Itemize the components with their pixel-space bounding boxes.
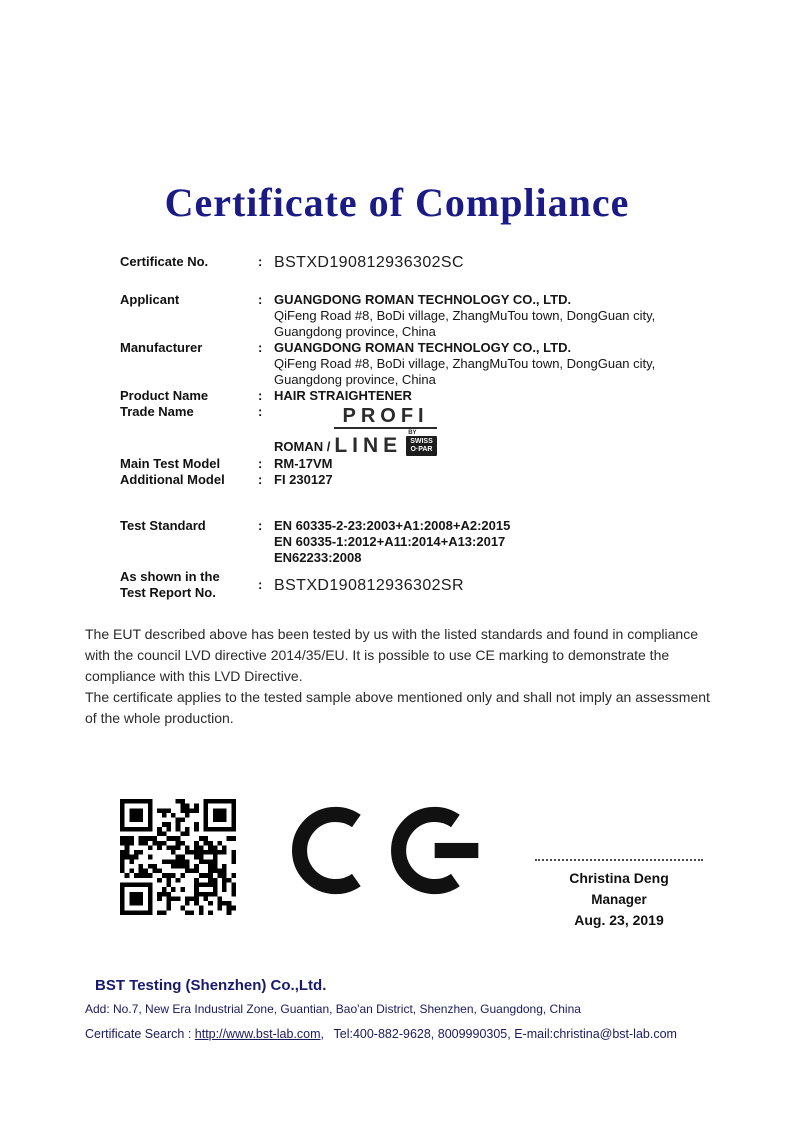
test-report-label — [120, 569, 258, 601]
compliance-statement — [85, 624, 710, 729]
footer-contact-details: , Tel:400-882-9628, 8009990305, E-mail:christina@bst-lab.com — [320, 1027, 677, 1041]
field-test-standard — [120, 518, 720, 566]
profi-logo-word-profi: PROFI — [334, 406, 436, 429]
statement-paragraph-2: The certificate applies to the tested sample above mentioned only and shall not imply an assessment of the whole production. — [85, 689, 710, 726]
footer-address: Add: No.7, New Era Industrial Zone, Guantian, Bao'an District, Shenzhen, Guangdong, China — [85, 1002, 581, 1016]
applicant-company: GUANGDONG ROMAN TECHNOLOGY CO., LTD. — [274, 292, 572, 307]
certificate-fields — [120, 254, 720, 602]
field-applicant — [120, 292, 720, 340]
colon: : — [258, 577, 263, 592]
signatory-name: Christina Deng — [569, 870, 669, 886]
field-product-name — [120, 388, 720, 404]
test-standard-line-1: EN 60335-2-23:2003+A1:2008+A2:2015 — [274, 518, 511, 533]
ce-mark-icon — [292, 799, 480, 902]
additional-model-value: FI 230127 — [274, 472, 333, 487]
trade-name-label: Trade Name — [120, 404, 194, 419]
colon: : — [258, 292, 263, 307]
colon: : — [258, 404, 263, 419]
certificate-title: Certificate of Compliance — [164, 180, 630, 225]
test-standard-value — [274, 518, 720, 566]
main-test-model-label: Main Test Model — [120, 456, 221, 471]
statement-paragraph-1: The EUT described above has been tested by us with the listed standards and found in compliance with the council LVD directive 2014/35/EU. It is possible to use CE marking to demonstrate the compliance with this LVD Directive. — [85, 626, 699, 684]
trade-name-value-cell — [274, 404, 720, 456]
signatory-title: Manager — [591, 892, 647, 907]
trade-name-brands — [274, 406, 720, 456]
profi-logo-bottom-row — [334, 429, 436, 456]
applicant-value — [274, 292, 720, 340]
test-standard-label: Test Standard — [120, 518, 206, 533]
colon: : — [258, 388, 263, 403]
field-manufacturer — [120, 340, 720, 388]
test-standard-line-3: EN62233:2008 — [274, 550, 362, 565]
swiss-o-par-badge — [406, 430, 437, 456]
signature-dotted-line — [535, 851, 703, 861]
certificate-search-label: Certificate Search : — [85, 1027, 192, 1041]
applicant-label: Applicant — [120, 292, 180, 307]
field-additional-model — [120, 472, 720, 488]
field-trade-name — [120, 404, 720, 456]
signature-block — [528, 851, 710, 931]
colon: : — [258, 518, 263, 533]
field-certificate-no — [120, 254, 720, 271]
certificate-no-label: Certificate No. — [120, 254, 209, 269]
qr-code — [120, 799, 236, 915]
field-main-test-model — [120, 456, 720, 472]
colon: : — [258, 254, 263, 269]
colon: : — [258, 340, 263, 355]
marks-and-signature-row — [120, 799, 710, 931]
test-report-value: BSTXD190812936302SR — [274, 576, 464, 594]
manufacturer-address: QiFeng Road #8, BoDi village, ZhangMuTou town, DongGuan city, Guangdong province, China — [274, 356, 656, 387]
certificate-search-link[interactable]: http://www.bst-lab.com — [194, 1027, 321, 1041]
colon: : — [258, 472, 263, 487]
footer-contact-line — [85, 1027, 794, 1042]
test-standard-line-2: EN 60335-1:2012+A11:2014+A13:2017 — [274, 534, 506, 549]
badge-by-text: BY — [408, 430, 417, 436]
footer-company-name: BST Testing (Shenzhen) Co.,Ltd. — [95, 977, 327, 994]
badge-swiss-text: SWISS — [410, 438, 433, 445]
footer — [0, 977, 794, 1042]
manufacturer-value — [274, 340, 720, 388]
certificate-no-value: BSTXD190812936302SC — [274, 254, 464, 271]
field-test-report-no — [120, 568, 720, 602]
profi-line-logo — [334, 406, 436, 456]
product-name-label: Product Name — [120, 388, 209, 403]
trade-name-roman: ROMAN / — [274, 439, 331, 454]
colon: : — [258, 456, 263, 471]
applicant-address: QiFeng Road #8, BoDi village, ZhangMuTou town, DongGuan city, Guangdong province, China — [274, 308, 656, 339]
additional-model-label: Additional Model — [120, 472, 225, 487]
test-report-label-line-1: As shown in the — [120, 569, 220, 584]
manufacturer-company: GUANGDONG ROMAN TECHNOLOGY CO., LTD. — [274, 340, 572, 355]
product-name-value: HAIR STRAIGHTENER — [274, 388, 412, 403]
badge-box — [406, 436, 437, 456]
profi-logo-word-line: LINE — [334, 434, 403, 457]
test-report-label-line-2: Test Report No. — [120, 585, 216, 600]
badge-opar-text: O·PAR — [410, 446, 433, 453]
signature-date: Aug. 23, 2019 — [574, 912, 664, 928]
main-test-model-value: RM-17VM — [274, 456, 333, 471]
manufacturer-label: Manufacturer — [120, 340, 203, 355]
